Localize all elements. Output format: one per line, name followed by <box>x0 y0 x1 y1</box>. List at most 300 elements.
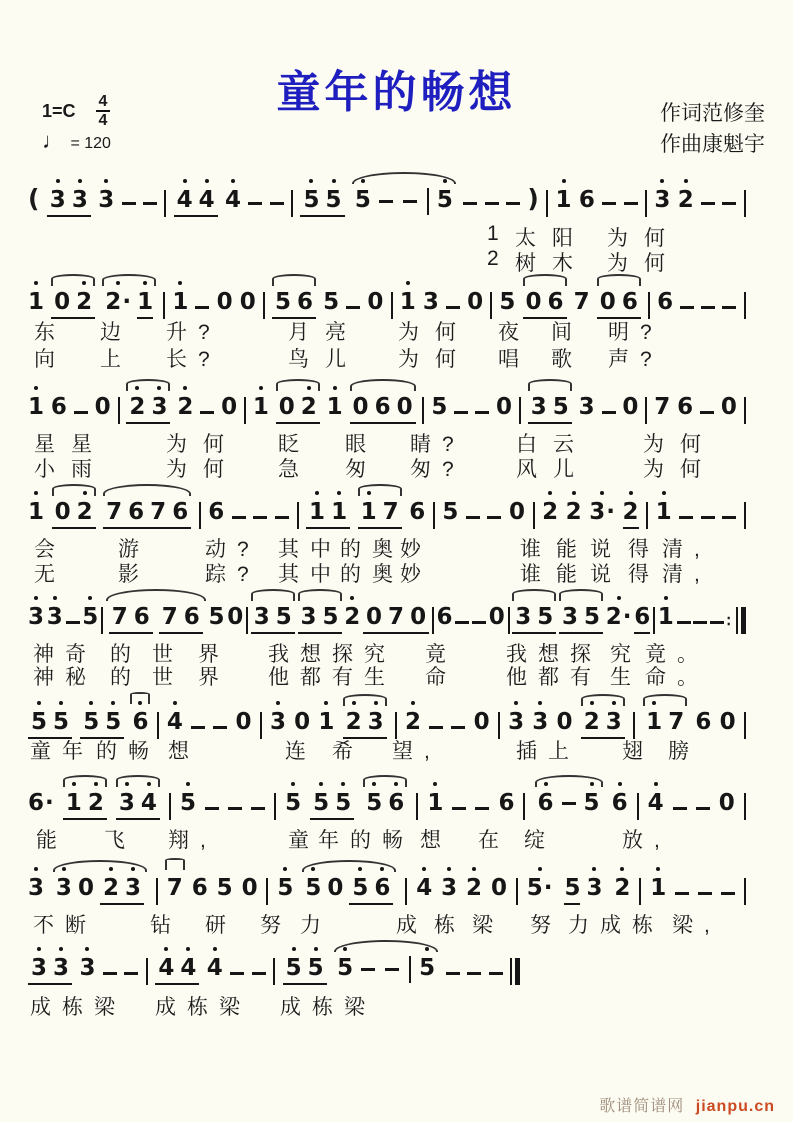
barline <box>422 397 424 424</box>
note: 2 <box>542 500 558 525</box>
dash-rest <box>677 621 691 624</box>
slur-arc <box>106 589 206 601</box>
dash-rest <box>721 892 735 895</box>
octave-dot <box>656 867 660 871</box>
note: 5 <box>275 604 292 630</box>
note: 0 <box>54 499 71 525</box>
lyric-segment: 得 <box>628 563 660 586</box>
lyrics-row-1 <box>28 222 746 249</box>
lyric-segment: 飞 <box>104 829 136 852</box>
system-line-3 <box>28 379 746 479</box>
note: 3 <box>562 604 579 630</box>
octave-dot <box>94 782 98 786</box>
lyric-segment: 为 <box>398 348 430 371</box>
barline <box>433 502 435 529</box>
dash-rest <box>74 411 88 414</box>
slur-arc <box>352 172 456 184</box>
octave-dot <box>59 947 63 951</box>
note: 6 <box>498 790 515 816</box>
lyric-segment: 连 <box>285 740 317 763</box>
note: 5 <box>83 710 99 735</box>
note: 0 <box>77 875 94 901</box>
note: 5 <box>275 289 292 315</box>
lyric-segment: 何 <box>435 321 467 344</box>
barline <box>744 878 746 905</box>
octave-dot <box>78 179 82 183</box>
note: 1 <box>253 395 269 420</box>
note-group <box>100 876 144 905</box>
octave-dot <box>109 867 113 871</box>
lyric-segment: 他都有 <box>506 666 602 689</box>
lyric-segment: 歌 <box>551 348 583 371</box>
lyric-segment: 为 <box>643 433 675 456</box>
octave-dot <box>324 701 328 705</box>
lyric-segment: 为 <box>607 227 639 250</box>
dash-rest <box>446 972 460 975</box>
note: 6 <box>657 289 674 315</box>
barline <box>523 793 525 820</box>
lyric-segment: 树 <box>515 252 547 275</box>
note: 3 <box>441 876 457 901</box>
note: 4 <box>225 188 241 213</box>
lyric-segment: 雨 <box>71 458 103 481</box>
note: 6 <box>133 604 150 630</box>
lyric-segment: 梁, <box>672 914 721 937</box>
note: 5 <box>308 956 324 981</box>
note: 1 <box>646 710 662 735</box>
note: 2 <box>405 710 421 735</box>
lyric-segment: 其中 <box>278 538 342 561</box>
dash-rest <box>562 802 576 805</box>
dash-rest <box>195 306 209 309</box>
octave-dot <box>544 782 548 786</box>
lyric-segment: 神奇 <box>33 643 97 666</box>
note-group <box>350 395 416 424</box>
note-group <box>116 791 160 820</box>
barline <box>169 793 171 820</box>
lyric-segment: 命 <box>425 666 457 689</box>
note: 0 <box>227 604 244 630</box>
barline <box>274 793 276 820</box>
note: 2 <box>584 710 600 735</box>
barline <box>646 502 648 529</box>
slur-arc <box>298 589 342 601</box>
lyric-segment: 童 <box>288 829 320 852</box>
slur-arc <box>102 274 156 286</box>
note: 5· <box>527 876 553 901</box>
dash-rest <box>506 202 520 205</box>
octave-dot <box>309 179 313 183</box>
note: 0 <box>396 394 413 420</box>
octave-dot <box>664 596 668 600</box>
melody-row <box>28 168 746 217</box>
lyric-segment: 他都有生 <box>268 666 396 689</box>
note: 3 <box>151 395 167 420</box>
lyric-segment: 的奥 <box>340 538 404 561</box>
octave-dot <box>72 782 76 786</box>
melody-row <box>28 274 746 319</box>
barline <box>297 502 299 529</box>
dash-rest <box>205 807 219 810</box>
note: 0 <box>490 875 507 901</box>
song-title: 童年的畅想 <box>276 68 517 117</box>
note: 5 <box>313 791 329 816</box>
note: 1 <box>28 395 44 420</box>
lyric-segment: 向 <box>34 348 66 371</box>
note: 6 <box>538 791 554 816</box>
dash-rest <box>403 200 417 203</box>
octave-dot <box>59 701 63 705</box>
duration-dot: · <box>45 790 54 816</box>
note: 3 <box>508 710 524 735</box>
lyric-segment: 匆 <box>345 458 377 481</box>
barline <box>244 397 246 424</box>
note: 6· <box>28 790 54 816</box>
note: 0 <box>525 289 542 315</box>
lyric-segment: 小 <box>34 458 66 481</box>
lyric-segment: 钻 <box>150 914 182 937</box>
lyric-segment: 睛? <box>410 433 465 456</box>
octave-dot <box>164 947 168 951</box>
barline <box>146 958 148 985</box>
lyric-segment: 谁 <box>520 563 552 586</box>
lyric-segment: 急 <box>278 458 310 481</box>
site-url: jianpu.cn <box>695 1098 775 1115</box>
note-group <box>283 956 327 985</box>
lyrics-row-2 <box>28 661 746 688</box>
slur-arc <box>116 775 160 787</box>
lyric-segment: 神秘 <box>33 666 97 689</box>
octave-dot <box>53 596 57 600</box>
note: 3 <box>253 604 270 630</box>
lyric-segment: 世 <box>152 666 184 689</box>
slur-arc <box>350 379 416 391</box>
note: 0 <box>508 499 525 525</box>
lyric-segment: 声? <box>608 348 663 371</box>
lyric-segment: 妙 <box>400 563 432 586</box>
slur-arc <box>643 694 687 706</box>
note-group <box>28 956 72 985</box>
dash-rest <box>673 807 687 810</box>
dash-rest <box>602 411 616 414</box>
lyric-segment: 绽 <box>524 829 556 852</box>
lyric-segment: 清, <box>662 563 711 586</box>
note: 7 <box>668 709 685 735</box>
lyric-segment: 踪? <box>205 563 260 586</box>
octave-dot <box>352 701 356 705</box>
note-group <box>306 500 350 529</box>
note: 6 <box>634 605 650 634</box>
octave-dot <box>443 179 447 183</box>
note: 0 <box>467 289 484 315</box>
lyrics-row-1 <box>28 428 746 455</box>
slur-arc <box>559 589 603 601</box>
note: 4 <box>180 956 196 981</box>
dash-rest <box>275 516 289 519</box>
octave-dot <box>472 867 476 871</box>
dash-rest <box>455 621 469 624</box>
lyric-segment: 夜 <box>498 321 530 344</box>
note: 5 <box>105 710 121 735</box>
lyric-segment: 放, <box>622 829 671 852</box>
octave-dot <box>374 701 378 705</box>
note: 3 <box>368 710 384 735</box>
octave-dot <box>319 782 323 786</box>
note: 0 <box>221 394 238 420</box>
note-group <box>300 188 344 217</box>
lyric-segment: 儿 <box>553 458 585 481</box>
note: 1 <box>331 500 347 525</box>
lyric-segment: 能 <box>36 829 68 852</box>
lyrics-row-2 <box>28 343 746 370</box>
lyric-segment: 上 <box>100 348 132 371</box>
lyric-segment: 生 <box>610 666 642 689</box>
site-name: 歌谱简谱网 <box>599 1098 685 1115</box>
dash-rest <box>698 892 712 895</box>
lyric-segment: 何 <box>435 348 467 371</box>
note: 6 <box>409 499 426 525</box>
note: 0 <box>294 709 311 735</box>
octave-dot <box>213 947 217 951</box>
duration-dot: · <box>606 499 615 525</box>
note: 1 <box>427 791 443 816</box>
octave-dot <box>612 701 616 705</box>
note: 6 <box>132 710 148 735</box>
lyric-segment: 太 <box>515 227 547 250</box>
octave-dot <box>600 491 604 495</box>
note: 0 <box>367 289 384 315</box>
dash-rest <box>701 306 715 309</box>
note: 0 <box>495 394 512 420</box>
dash-rest <box>722 202 736 205</box>
octave-dot <box>350 596 354 600</box>
note: 6 <box>374 876 390 901</box>
lyric-segment: 力 <box>300 914 332 937</box>
note: 3 <box>119 791 135 816</box>
note: 6 <box>388 791 404 816</box>
octave-dot <box>186 947 190 951</box>
lyric-segment: 长? <box>166 348 221 371</box>
octave-dot <box>538 701 542 705</box>
octave-dot <box>654 782 658 786</box>
octave-dot <box>314 947 318 951</box>
note: 2 <box>88 791 104 816</box>
lyric-segment: 成 <box>396 914 428 937</box>
barline <box>519 397 521 424</box>
system-line-5 <box>28 589 746 689</box>
note: 1 <box>656 500 672 525</box>
note: 2 <box>344 605 360 630</box>
note: 2 <box>103 876 119 901</box>
dash-rest <box>722 306 736 309</box>
note-group <box>643 710 687 735</box>
slur-arc <box>581 694 625 706</box>
note: 3 <box>586 876 602 901</box>
barline <box>744 190 746 217</box>
note: 1 <box>361 500 377 525</box>
note: 1 <box>28 500 44 525</box>
barline <box>639 878 641 905</box>
note: 5 <box>208 604 225 630</box>
lyric-segment: 界 <box>198 643 230 666</box>
note: 6 <box>374 394 391 420</box>
melody-row <box>28 589 746 634</box>
slur-arc <box>334 940 438 952</box>
note: 0 <box>352 394 369 420</box>
lyric-segment: 白 <box>516 433 548 456</box>
note: 2 <box>76 290 92 315</box>
note: 2 <box>566 500 582 525</box>
note: 5 <box>335 791 351 816</box>
system-line-9 <box>28 940 520 1040</box>
octave-dot <box>592 867 596 871</box>
barline <box>246 607 248 634</box>
dash-rest <box>451 726 465 729</box>
note: 5 <box>584 604 601 630</box>
note: 2 <box>177 395 193 420</box>
note-group <box>535 791 603 816</box>
dash-rest <box>700 411 714 414</box>
lyric-segment: 匆? <box>410 458 465 481</box>
octave-dot <box>178 281 182 285</box>
slur-arc <box>272 274 316 286</box>
note: 3 <box>28 876 44 901</box>
lyrics-row-1 <box>28 824 746 851</box>
lyric-segment: 力成栋 <box>568 914 664 937</box>
time-signature <box>96 94 111 128</box>
lyric-segment: 何 <box>203 458 235 481</box>
dash-rest <box>463 202 477 205</box>
barline <box>645 190 647 217</box>
slur-arc <box>523 274 567 286</box>
system-line-4 <box>28 484 746 584</box>
note: 3 <box>532 710 548 735</box>
octave-dot <box>104 179 108 183</box>
lyric-segment: 想 <box>420 829 452 852</box>
note: 6 <box>297 289 314 315</box>
note-group <box>523 290 567 319</box>
lyric-segment: 想 <box>168 740 200 763</box>
barline <box>516 878 518 905</box>
note-group <box>310 791 354 820</box>
dash-rest <box>679 516 693 519</box>
lyrics-row-1 <box>28 909 746 936</box>
note: 5 <box>419 956 435 981</box>
note: 4 <box>199 188 215 213</box>
dash-rest <box>346 306 360 309</box>
barline <box>427 188 429 215</box>
octave-dot <box>337 491 341 495</box>
lyric-segment: 动? <box>205 538 260 561</box>
dash-rest <box>379 200 393 203</box>
note-group <box>561 876 605 905</box>
note: 0 <box>488 604 505 630</box>
note: 0 <box>473 709 490 735</box>
note: 2 <box>466 876 482 901</box>
lyric-segment: 云 <box>553 433 585 456</box>
slur-arc <box>52 484 96 496</box>
lyric-segment: 努 <box>260 914 292 937</box>
note: 3 <box>270 710 286 735</box>
note: 1 <box>66 791 82 816</box>
parenthesis: ) <box>527 184 539 213</box>
dash-rest <box>230 972 244 975</box>
octave-dot <box>89 701 93 705</box>
dash-rest <box>487 516 501 519</box>
dash-rest <box>124 972 138 975</box>
lyrics-row-1 <box>28 316 746 343</box>
note-group <box>352 188 456 215</box>
slur-arc <box>126 379 170 391</box>
slur-arc <box>103 484 191 496</box>
note: 5 <box>322 604 339 630</box>
dash-rest <box>693 621 707 624</box>
note-group <box>597 290 641 319</box>
lyric-segment: 木 <box>552 252 584 275</box>
barline <box>744 502 746 529</box>
dash-rest <box>429 726 443 729</box>
lyric-segment: 游 <box>118 538 150 561</box>
octave-dot <box>447 867 451 871</box>
lyric-segment: 东 <box>34 321 66 344</box>
note: 5 <box>31 710 47 735</box>
dash-rest <box>701 516 715 519</box>
dash-rest <box>722 516 736 519</box>
note-group <box>174 188 218 217</box>
note: 0 <box>235 709 252 735</box>
note: 3 <box>606 710 622 735</box>
octave-dot <box>433 782 437 786</box>
barline <box>645 397 647 424</box>
dash-rest <box>680 306 694 309</box>
note: 5 <box>584 791 600 816</box>
octave-dot <box>83 491 87 495</box>
slur-arc <box>276 379 320 391</box>
note-group <box>47 188 91 217</box>
composer-credit: 作曲康魁宇 <box>660 133 765 156</box>
note: 5 <box>337 956 353 981</box>
octave-dot <box>406 281 410 285</box>
lyric-segment: 眼 <box>345 433 377 456</box>
note: 4 <box>177 188 193 213</box>
lyric-segment: 影 <box>118 563 150 586</box>
lyric-segment: 成栋梁 <box>30 996 126 1019</box>
note: 5 <box>352 876 368 901</box>
note: 0 <box>410 604 427 630</box>
note-group <box>298 605 342 634</box>
lyrics-row-1 <box>28 991 520 1018</box>
note: 2· <box>606 605 632 630</box>
dash-rest <box>103 972 117 975</box>
lyric-segment: 翔, <box>168 829 217 852</box>
dash-rest <box>228 807 242 810</box>
octave-dot <box>131 867 135 871</box>
note: 5 <box>53 710 69 735</box>
octave-dot <box>37 701 41 705</box>
lyric-segment: 翅 <box>622 740 654 763</box>
note-group <box>53 876 147 905</box>
note: 0 <box>327 875 344 901</box>
note: 5 <box>431 394 448 420</box>
lyrics-row-1 <box>28 533 746 560</box>
note: 7 <box>106 499 123 525</box>
system-line-1 <box>28 168 746 275</box>
note: 2 <box>346 710 362 735</box>
note: 5 <box>285 791 301 816</box>
repeat-dots: ∶ <box>726 612 731 630</box>
barline <box>432 607 434 634</box>
melody-row <box>28 694 746 739</box>
